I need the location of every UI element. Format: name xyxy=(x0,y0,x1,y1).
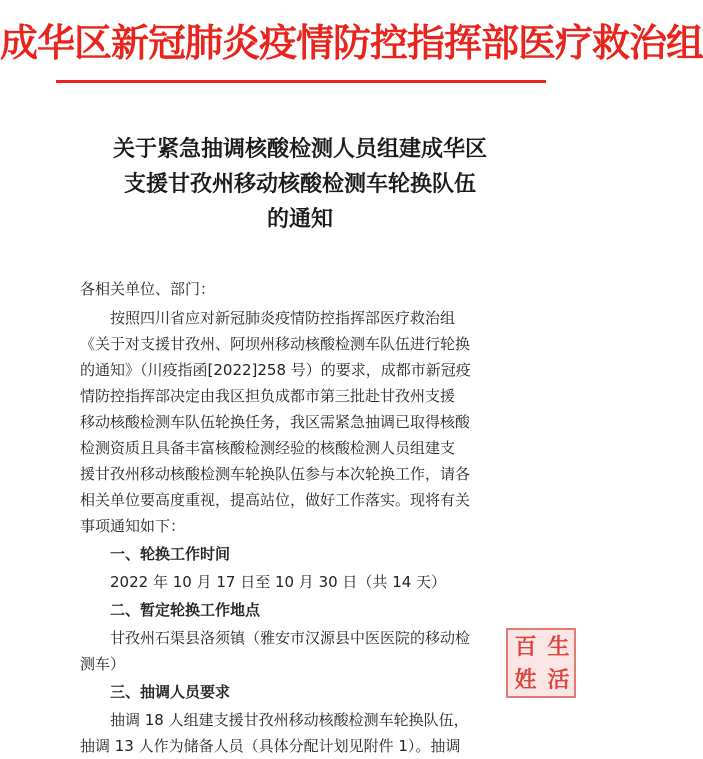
section-1-heading: 一、轮换工作时间 xyxy=(110,545,231,563)
letterhead xyxy=(0,0,703,90)
intro-line: 按照四川省应对新冠肺炎疫情防控指挥部医疗救治组 xyxy=(110,309,456,327)
section-3-text: 抽调 13 人作为储备人员（具体分配计划见附件 1）。抽调 xyxy=(80,737,461,755)
watermark-char: 活 xyxy=(547,667,570,693)
watermark-char: 姓 xyxy=(514,667,537,693)
letterhead-title: 成华区新冠肺炎疫情防控指挥部医疗救治组 xyxy=(0,20,703,65)
letterhead-divider xyxy=(56,80,546,83)
section-2-text: 测车） xyxy=(80,655,126,673)
document-title xyxy=(0,132,600,237)
document-title-line-3: 的通知 xyxy=(266,206,333,232)
intro-line: 情防控指挥部决定由我区担负成都市第三批赴甘孜州支援 xyxy=(80,387,456,405)
document-title-line-2: 支援甘孜州移动核酸检测车轮换队伍 xyxy=(123,171,476,197)
section-3-heading: 三、抽调人员要求 xyxy=(110,683,231,701)
intro-line: 援甘孜州移动核酸检测车轮换队伍参与本次轮换工作，请各 xyxy=(80,465,471,483)
document-body xyxy=(80,276,550,759)
watermark-char: 生 xyxy=(547,634,570,660)
section-2-heading: 二、暂定轮换工作地点 xyxy=(110,601,261,619)
intro-line: 的通知》（川疫指函[2022]258 号）的要求，成都市新冠疫 xyxy=(80,361,471,379)
watermark-stamp xyxy=(506,628,576,698)
intro-line: 移动核酸检测车队伍轮换任务，我区需紧急抽调已取得核酸 xyxy=(80,413,471,431)
section-1-text: 2022 年 10 月 17 日至 10 月 30 日（共 14 天） xyxy=(110,573,447,591)
intro-line: 事项通知如下： xyxy=(80,517,186,535)
intro-line: 《关于对支援甘孜州、阿坝州移动核酸检测车队伍进行轮换 xyxy=(80,335,471,353)
intro-line: 相关单位要高度重视，提高站位，做好工作落实。现将有关 xyxy=(80,491,471,509)
intro-line: 检测资质且具备丰富核酸检测经验的核酸检测人员组建支 xyxy=(80,439,456,457)
document-title-line-1: 关于紧急抽调核酸检测人员组建成华区 xyxy=(112,136,487,162)
section-3-text: 抽调 18 人组建支援甘孜州移动核酸检测车轮换队伍， xyxy=(110,711,469,729)
salutation: 各相关单位、部门： xyxy=(80,280,216,298)
section-2-text: 甘孜州石渠县洛须镇（雅安市汉源县中医医院的移动检 xyxy=(110,629,471,647)
watermark-char: 百 xyxy=(514,634,537,660)
